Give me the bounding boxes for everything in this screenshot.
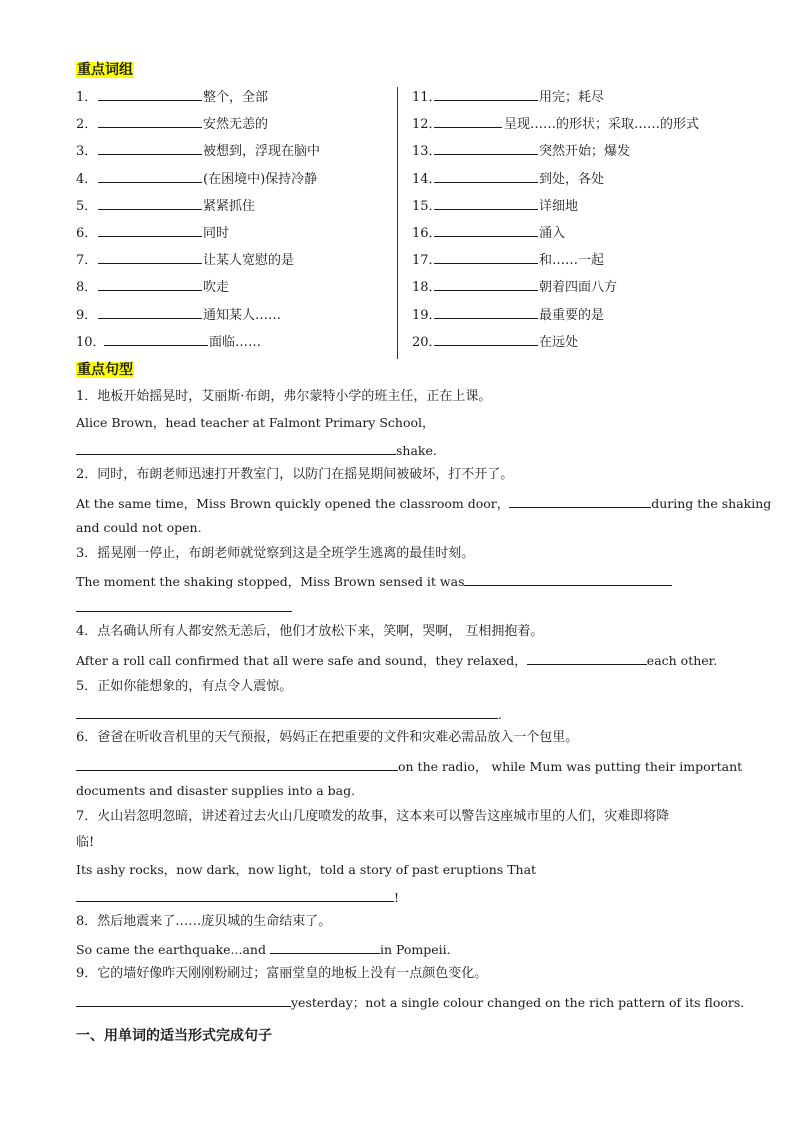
vocab-item bbox=[412, 86, 604, 106]
answer-blank[interactable] bbox=[98, 113, 202, 128]
sentence-9-english: yesterday；not a single colour changed on the rich pattern of its floors. bbox=[76, 992, 720, 1012]
sentence-7-chinese-cont: 临! bbox=[76, 835, 95, 850]
answer-blank[interactable] bbox=[76, 992, 291, 1007]
sentence-3-english: The moment the shaking stopped，Miss Brown sensed it was bbox=[76, 571, 720, 591]
vocab-item bbox=[76, 113, 268, 133]
vocab-meaning: 安然无恙的 bbox=[203, 117, 269, 133]
sentence-7-answer-line: ! bbox=[76, 887, 720, 907]
answer-blank[interactable] bbox=[270, 939, 380, 954]
answer-blank[interactable] bbox=[76, 704, 498, 719]
vocab-number: 15． bbox=[412, 198, 442, 214]
sentence-1-chinese: 1．地板开始摇晃时，艾丽斯·布朗，弗尔蒙特小学的班主任，正在上课。 bbox=[76, 389, 492, 404]
vocab-meaning: 在远处 bbox=[539, 334, 579, 350]
vocab-number: 13． bbox=[412, 144, 442, 160]
vocab-meaning: 涌入 bbox=[539, 226, 566, 241]
sentence-1-english: Alice Brown，head teacher at Falmont Primary School， bbox=[76, 415, 435, 430]
vocab-meaning: 吹走 bbox=[203, 280, 230, 296]
exercise-section-title: 一、用单词的适当形式完成句子 bbox=[76, 1028, 272, 1044]
vocab-meaning: 和……一起 bbox=[539, 253, 605, 269]
vocab-meaning: 通知某人…… bbox=[203, 307, 282, 323]
sentence-3-chinese: 3．摇晃刚一停止，布朗老师就觉察到这是全班学生逃离的最佳时刻。 bbox=[76, 546, 475, 561]
sentence-2-chinese: 2．同时，布朗老师迅速打开教室门，以防门在摇晃期间被破坏，打不开了。 bbox=[76, 467, 514, 482]
vocab-item bbox=[76, 195, 255, 215]
vocab-number: 3． bbox=[76, 144, 98, 160]
vocab-number: 7． bbox=[76, 253, 98, 269]
vocab-number: 6． bbox=[76, 226, 98, 241]
vocab-item bbox=[76, 168, 317, 188]
vocab-meaning: (在困境中)保持冷静 bbox=[203, 171, 318, 187]
sentence-3-answer-line bbox=[76, 597, 720, 617]
sentence-7-chinese: 7．火山岩忽明忽暗，讲述着过去火山几度喷发的故事，这本来可以警告这座城市里的人们，灾难即将降 bbox=[76, 809, 670, 824]
answer-blank[interactable] bbox=[434, 195, 538, 210]
vocab-number: 11． bbox=[412, 90, 442, 105]
answer-blank[interactable] bbox=[76, 597, 292, 612]
vocab-number: 20． bbox=[412, 334, 442, 350]
sentence-5-answer-line: . bbox=[76, 704, 720, 724]
vocab-number: 19． bbox=[412, 307, 442, 323]
sentence-1-answer-line: shake. bbox=[76, 440, 720, 460]
answer-blank[interactable] bbox=[98, 222, 202, 237]
sentence-6-english: on the radio， while Mum was putting their important bbox=[76, 756, 720, 776]
vocab-section-title: 重点词组 bbox=[77, 62, 133, 78]
vocab-item bbox=[412, 168, 604, 188]
sentence-4-english: After a roll call confirmed that all were safe and sound，they relaxed， each other. bbox=[76, 650, 720, 670]
vocab-number: 14． bbox=[412, 171, 442, 187]
sentence-5-chinese: 5．正如你能想象的，有点令人震惊。 bbox=[76, 679, 293, 694]
vocab-number: 2． bbox=[76, 117, 98, 133]
sentence-4-chinese: 4．点名确认所有人都安然无恙后，他们才放松下来，笑啊，哭啊， 互相拥抱着。 bbox=[76, 624, 544, 639]
vocab-meaning: 面临…… bbox=[209, 334, 262, 350]
sentence-2-english-cont: and could not open. bbox=[76, 520, 202, 535]
answer-blank[interactable] bbox=[104, 331, 208, 346]
vocab-number: 18． bbox=[412, 280, 442, 296]
vocab-meaning: 详细地 bbox=[539, 198, 579, 214]
vocab-meaning: 呈现……的形状；采取……的形式 bbox=[504, 117, 700, 133]
answer-blank[interactable] bbox=[464, 571, 672, 586]
column-divider bbox=[397, 87, 398, 359]
vocab-number: 8． bbox=[76, 280, 98, 296]
answer-blank[interactable] bbox=[434, 168, 538, 183]
answer-blank[interactable] bbox=[434, 113, 502, 128]
answer-blank[interactable] bbox=[434, 249, 538, 264]
vocab-number: 17． bbox=[412, 253, 442, 269]
answer-blank[interactable] bbox=[509, 493, 651, 508]
answer-blank[interactable] bbox=[434, 140, 538, 155]
vocab-number: 9． bbox=[76, 307, 98, 323]
vocab-item bbox=[412, 222, 565, 242]
vocab-number: 5． bbox=[76, 198, 98, 214]
answer-blank[interactable] bbox=[76, 887, 394, 902]
vocab-number: 10． bbox=[76, 334, 106, 350]
answer-blank[interactable] bbox=[434, 331, 538, 346]
vocab-item bbox=[76, 140, 320, 160]
answer-blank[interactable] bbox=[98, 195, 202, 210]
vocab-item bbox=[412, 249, 604, 269]
answer-blank[interactable] bbox=[527, 650, 647, 665]
sentence-6-chinese: 6．爸爸在听收音机里的天气预报，妈妈正在把重要的文件和灾难必需品放入一个包里。 bbox=[76, 730, 579, 745]
answer-blank[interactable] bbox=[76, 440, 396, 455]
vocab-meaning: 被想到，浮现在脑中 bbox=[203, 144, 321, 160]
vocab-item bbox=[412, 276, 617, 296]
vocab-number: 16． bbox=[412, 226, 442, 241]
vocab-item bbox=[76, 331, 261, 351]
vocab-item bbox=[76, 222, 229, 242]
sentence-6-english-cont: documents and disaster supplies into a bag. bbox=[76, 783, 356, 798]
vocab-number: 1． bbox=[76, 90, 98, 105]
vocab-number: 12． bbox=[412, 117, 442, 133]
vocab-meaning: 紧紧抓住 bbox=[203, 198, 256, 214]
answer-blank[interactable] bbox=[98, 249, 202, 264]
answer-blank[interactable] bbox=[434, 222, 538, 237]
sentence-8-english: So came the earthquake...and in Pompeii. bbox=[76, 939, 720, 959]
answer-blank[interactable] bbox=[434, 86, 538, 101]
vocab-item bbox=[76, 276, 229, 296]
vocab-meaning: 朝着四面八方 bbox=[539, 280, 618, 296]
vocab-item bbox=[412, 113, 699, 133]
vocab-item bbox=[76, 249, 294, 269]
answer-blank[interactable] bbox=[434, 304, 538, 319]
sentence-section-title: 重点句型 bbox=[77, 362, 133, 378]
vocab-meaning: 到处，各处 bbox=[539, 171, 605, 187]
vocab-number: 4． bbox=[76, 171, 98, 187]
sentence-2-english: At the same time，Miss Brown quickly opened the classroom door， during the shaking bbox=[76, 493, 720, 513]
vocab-item bbox=[412, 140, 630, 160]
answer-blank[interactable] bbox=[98, 304, 202, 319]
answer-blank[interactable] bbox=[98, 140, 202, 155]
vocab-item bbox=[76, 86, 268, 106]
answer-blank[interactable] bbox=[434, 276, 538, 291]
vocab-meaning: 让某人宽慰的是 bbox=[203, 253, 295, 269]
answer-blank[interactable] bbox=[98, 168, 202, 183]
sentence-7-english: Its ashy rocks，now dark，now light，told a story of past eruptions That bbox=[76, 862, 537, 877]
answer-blank[interactable] bbox=[76, 756, 398, 771]
vocab-meaning: 突然开始；爆发 bbox=[539, 144, 631, 160]
sentence-8-chinese: 8．然后地震来了……庞贝城的生命结束了。 bbox=[76, 914, 332, 929]
vocab-meaning: 最重要的是 bbox=[539, 307, 605, 323]
vocab-meaning: 用完；耗尽 bbox=[539, 90, 605, 105]
answer-blank[interactable] bbox=[98, 86, 202, 101]
vocab-meaning: 同时 bbox=[203, 226, 230, 241]
vocab-item bbox=[412, 304, 604, 324]
sentence-9-chinese: 9．它的墙好像昨天刚刚粉刷过；富丽堂皇的地板上没有一点颜色变化。 bbox=[76, 966, 488, 981]
answer-blank[interactable] bbox=[98, 276, 202, 291]
vocab-item bbox=[412, 331, 578, 351]
vocab-item bbox=[412, 195, 578, 215]
vocab-meaning: 整个，全部 bbox=[203, 90, 269, 105]
vocab-item bbox=[76, 304, 281, 324]
